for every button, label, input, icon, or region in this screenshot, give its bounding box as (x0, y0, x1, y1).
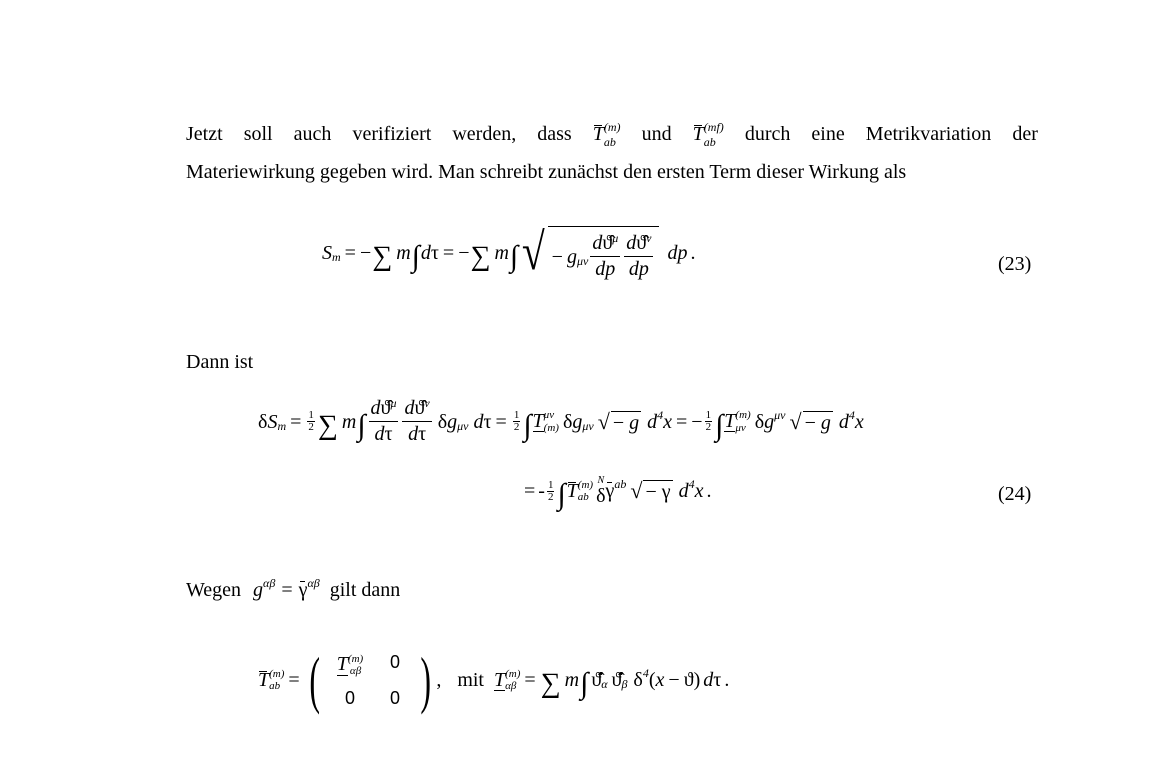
equation-24-number: (24) (998, 483, 1032, 505)
paragraph-1-line-2: Materiewirkung gegeben wird. Man schreibt zunächst den ersten Term dieser Wirkung als (186, 161, 907, 183)
matrix-cell-zero: 0 (344, 688, 355, 709)
paragraph-3: Wegen g αβ = γ αβ gilt dann (186, 576, 401, 601)
equation-24-line-1: δ S m = $\frac{1}{2}$ ∑ m ∫ $\frac{dϑ̂^\mu}{d\tau}$ $\frac{dϑ̂^\nu}{d\tau}$ δ g μν d τ = $\frac{1}{2}$ ∫ T μν (m) δ g μν √ − g d 4 x = − $\frac{1}{2}$ ∫ T (m) μν δ g μν √ − g d 4 x (258, 396, 864, 445)
equation-24-line-2: = - 1 2 ∫ T (m) ab N δ γ ab √ − γ d 4 x . (524, 475, 712, 511)
equation-23: S m = − ∑ m ∫ d τ = − ∑ m ∫ √ − g μν $\frac{dϑ̂^\mu}{dp}$ $\frac{dϑ̂^\nu}{dp}$ dp . (322, 224, 696, 281)
paragraph-3-after: gilt dann (329, 579, 401, 601)
matrix-cell-zero: 0 (389, 688, 400, 709)
word: werden, (452, 123, 517, 145)
word: Metrikvariation (865, 123, 992, 145)
word: Jetzt (186, 123, 223, 145)
equation-23-number: (23) (998, 253, 1032, 275)
matrix: ( T (m) αβ 0 0 0 ) (309, 644, 431, 715)
word: durch (744, 123, 791, 145)
word: verifiziert (352, 123, 432, 145)
paragraph-3-before: Wegen (186, 579, 242, 601)
word: der (1012, 123, 1038, 145)
word: und (641, 123, 672, 145)
word: dass (537, 123, 572, 145)
word: auch (293, 123, 332, 145)
final-equation: T (m) ab = ( T (m) αβ 0 0 0 ) , mit T (m) αβ = ∑ m ∫ ϑ̂̇ α ϑ̂̇ β δ 4 ( x − ϑ ) d τ . (258, 644, 730, 715)
word: soll (243, 123, 273, 145)
matrix-cell-zero: 0 (389, 651, 400, 672)
paragraph-2-text: Dann ist (186, 351, 254, 373)
paragraph-1-line-1 (186, 120, 1038, 149)
inline-math-t-ab-m: $T_{ab}^{(m)}$ (592, 120, 621, 149)
inline-math-t-ab-mf: $T_{ab}^{(mf)}$ (692, 120, 724, 149)
word: eine (811, 123, 845, 145)
mit-word: mit (457, 669, 484, 691)
